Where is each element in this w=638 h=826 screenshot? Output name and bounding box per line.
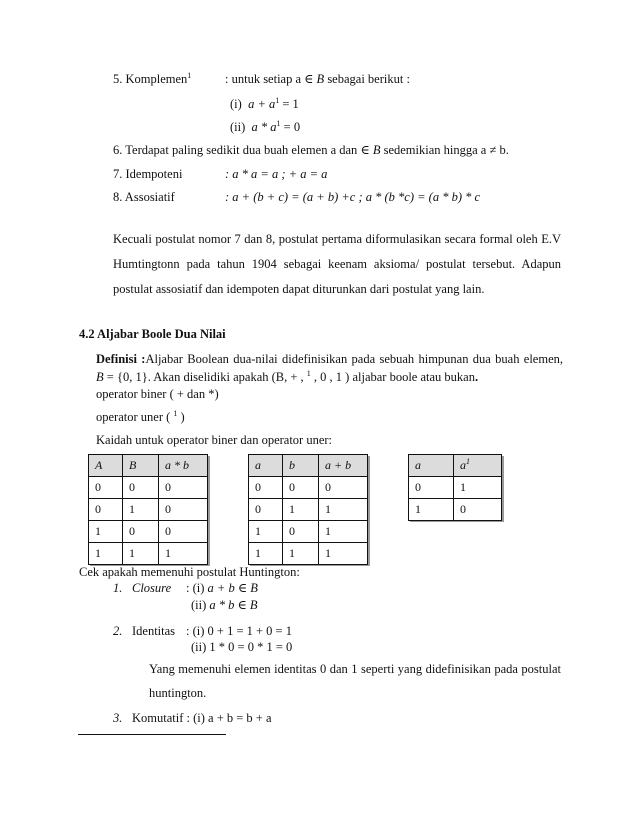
table-header-cell: B bbox=[123, 455, 159, 477]
unary-operator-text: operator uner ( $^1$ ) bbox=[96, 409, 185, 424]
table-row bbox=[249, 521, 368, 543]
or-truth-table bbox=[248, 454, 368, 565]
table-cell: 1 bbox=[249, 521, 283, 543]
postulate-8-expr: : a + (b + c) = (a + b) +c ; a * (b *c) = (a * b) * c bbox=[225, 190, 481, 204]
identitas-note-line-1: Yang memenuhi elemen identitas 0 dan 1 seperti yang didefinisikan pada postulat bbox=[149, 662, 561, 676]
table-header-cell: a * b bbox=[159, 455, 208, 477]
table-cell: 0 bbox=[283, 477, 319, 499]
rules-intro: Kaidah untuk operator biner dan operator uner: bbox=[96, 433, 333, 447]
table-header-cell: a bbox=[249, 455, 283, 477]
postulate-7-label: 7. Idempoteni bbox=[113, 167, 183, 181]
table-cell: 0 bbox=[454, 499, 502, 521]
table-cell: 1 bbox=[89, 543, 123, 565]
table-row bbox=[249, 543, 368, 565]
postulate-5-desc: : untuk setiap a ∈ B sebagai berikut : bbox=[225, 72, 410, 86]
table-row bbox=[249, 499, 368, 521]
table-row bbox=[89, 543, 208, 565]
table-cell: 0 bbox=[123, 477, 159, 499]
identitas-ii: (ii) 1 * 0 = 0 * 1 = 0 bbox=[191, 640, 293, 654]
identitas-name: Identitas bbox=[132, 624, 176, 638]
section-heading: 4.2 Aljabar Boole Dua Nilai bbox=[79, 327, 226, 341]
table-cell: 0 bbox=[159, 477, 208, 499]
footnote-rule bbox=[78, 734, 226, 735]
not-truth-table bbox=[408, 454, 502, 521]
closure-name: Closure bbox=[132, 581, 172, 595]
paragraph-line-3: postulat assosiatif dan idempoten dapat diturunkan dari postulat yang lain. bbox=[113, 282, 485, 296]
table-cell: 1 bbox=[283, 543, 319, 565]
table-cell: 0 bbox=[319, 477, 368, 499]
postulate-5-ii: (ii) $a * a^1 = 0$ bbox=[230, 119, 301, 134]
table-row bbox=[89, 499, 208, 521]
table-header-cell: b bbox=[283, 455, 319, 477]
table-cell: 0 bbox=[89, 499, 123, 521]
table-header-row bbox=[89, 455, 208, 477]
table-header-cell: $a^1$ bbox=[454, 455, 502, 477]
definition-line-2: B = {0, 1}. Akan diselidiki apakah (B, + , $^1$ , 0 , 1 ) aljabar boole atau bukan. bbox=[96, 369, 479, 384]
table-header-cell: a bbox=[409, 455, 454, 477]
komutatif-text: Komutatif : (i) a + b = b + a bbox=[132, 711, 272, 725]
table-cell: 1 bbox=[123, 499, 159, 521]
and-truth-table bbox=[88, 454, 208, 565]
postulate-8-label: 8. Assosiatif bbox=[113, 190, 175, 204]
table-row bbox=[409, 499, 502, 521]
table-cell: 1 bbox=[319, 521, 368, 543]
table-cell: 1 bbox=[123, 543, 159, 565]
table-cell: 1 bbox=[409, 499, 454, 521]
table-header-row bbox=[409, 455, 502, 477]
table-cell: 1 bbox=[454, 477, 502, 499]
table-cell: 0 bbox=[123, 521, 159, 543]
definition-line-1: Definisi :Aljabar Boolean dua-nilai didefinisikan pada sebuah himpunan dua buah elemen, bbox=[96, 352, 563, 366]
table-cell: 1 bbox=[283, 499, 319, 521]
table-cell: 1 bbox=[249, 543, 283, 565]
table-cell: 0 bbox=[249, 499, 283, 521]
identitas-i: : (i) 0 + 1 = 1 + 0 = 1 bbox=[186, 624, 292, 638]
postulate-5-i: (i) $a + a^1 = 1$ bbox=[230, 96, 299, 111]
table-row bbox=[409, 477, 502, 499]
identitas-note-line-2: huntington. bbox=[149, 686, 207, 700]
paragraph-line-2: Humtingtonn pada tahun 1904 sebagai keenam aksioma/ postulat tersebut. Adapun bbox=[113, 257, 561, 271]
table-header-row bbox=[249, 455, 368, 477]
table-row bbox=[249, 477, 368, 499]
table-cell: 0 bbox=[249, 477, 283, 499]
postulate-7-expr: : a * a = a ; + a = a bbox=[225, 167, 328, 181]
table-cell: 0 bbox=[89, 477, 123, 499]
table-header-cell: a + b bbox=[319, 455, 368, 477]
table-cell: 0 bbox=[159, 499, 208, 521]
table-row bbox=[89, 477, 208, 499]
table-cell: 1 bbox=[159, 543, 208, 565]
table-header-cell: A bbox=[89, 455, 123, 477]
postulate-6: 6. Terdapat paling sedikit dua buah elemen a dan ∈ B sedemikian hingga a ≠ b. bbox=[113, 143, 509, 157]
closure-number: 1. bbox=[113, 581, 123, 595]
komutatif-number: 3. bbox=[113, 711, 123, 725]
closure-i: : (i) a + b ∈ B bbox=[186, 581, 258, 595]
table-cell: 0 bbox=[159, 521, 208, 543]
postulate-5-label: 5. Komplemen$^1$ bbox=[113, 71, 192, 86]
identitas-number: 2. bbox=[113, 624, 123, 638]
huntington-intro: Cek apakah memenuhi postulat Huntington: bbox=[79, 565, 300, 579]
paragraph-line-1: Kecuali postulat nomor 7 dan 8, postulat pertama diformulasikan secara formal oleh E.V bbox=[113, 232, 561, 246]
table-cell: 1 bbox=[319, 499, 368, 521]
table-cell: 1 bbox=[89, 521, 123, 543]
closure-ii: (ii) a * b ∈ B bbox=[191, 598, 258, 612]
table-cell: 0 bbox=[283, 521, 319, 543]
table-row bbox=[89, 521, 208, 543]
binary-operator-text: operator biner ( + dan *) bbox=[96, 387, 219, 401]
table-cell: 1 bbox=[319, 543, 368, 565]
table-cell: 0 bbox=[409, 477, 454, 499]
